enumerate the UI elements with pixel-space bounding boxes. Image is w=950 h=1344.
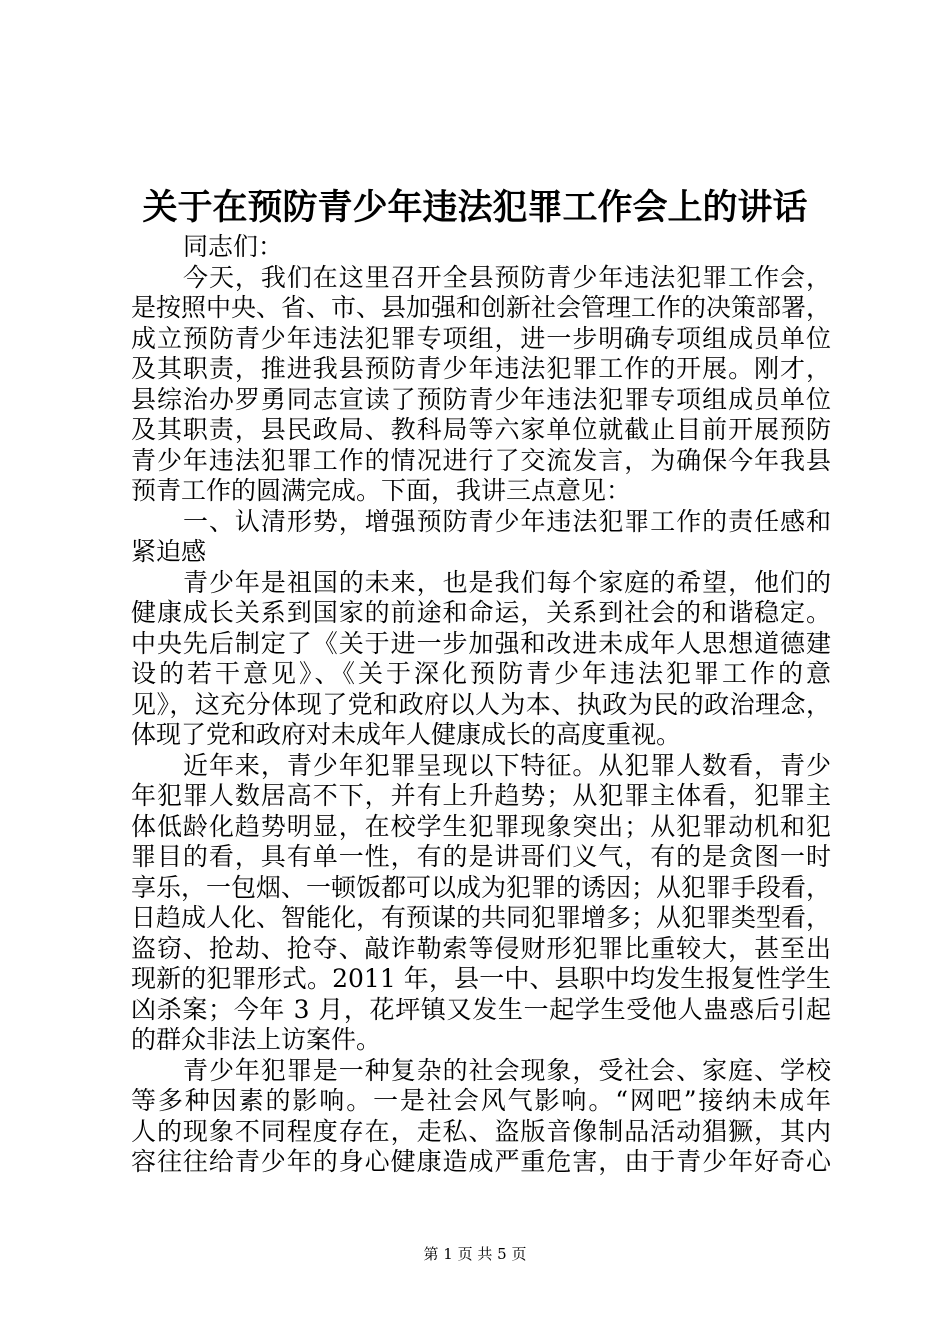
text-line: 现新的犯罪形式。2011 年，县一中、县职中均发生报复性学生 [131, 964, 831, 993]
page-footer: 第 1 页 共 5 页 [423, 1245, 527, 1263]
text-line: 日趋成人化、智能化，有预谋的共同犯罪增多；从犯罪类型看， [131, 903, 832, 932]
text-line: 见》，这充分体现了党和政府以人为本、执政为民的政治理念， [131, 689, 831, 719]
text-line: 中央先后制定了《关于进一步加强和改进未成年人思想道德建 [131, 628, 831, 658]
text-line: 罪目的看，具有单一性，有的是讲哥们义气，有的是贪图一时 [131, 842, 831, 871]
text-line: 同志们： [183, 232, 284, 261]
text-line: 今天，我们在这里召开全县预防青少年违法犯罪工作会， [183, 262, 831, 292]
text-line: 成立预防青少年违法犯罪专项组，进一步明确专项组成员单位 [131, 323, 831, 353]
text-line: 近年来，青少年犯罪呈现以下特征。从犯罪人数看，青少 [183, 750, 831, 780]
text-line: 预青工作的圆满完成。下面，我讲三点意见： [131, 476, 632, 505]
text-line: 容往往给青少年的身心健康造成严重危害，由于青少年好奇心 [131, 1147, 831, 1176]
text-line: 人的现象不同程度存在，走私、盗版音像制品活动猖獗，其内 [131, 1116, 831, 1146]
document-body [131, 232, 831, 1178]
text-line: 设的若干意见》、《关于深化预防青少年违法犯罪工作的意 [131, 659, 831, 688]
text-line: 盗窃、抢劫、抢夺、敲诈勒索等侵财形犯罪比重较大，甚至出 [131, 933, 831, 963]
document-title: 关于在预防青少年违法犯罪工作会上的讲话 [142, 187, 808, 228]
text-line: 凶杀案；今年 3 月，花坪镇又发生一起学生受他人蛊惑后引起 [131, 994, 831, 1024]
text-line: 及其职责，县民政局、教科局等六家单位就截止目前开展预防 [131, 415, 831, 444]
text-line: 是按照中央、省、市、县加强和创新社会管理工作的决策部署， [131, 293, 832, 322]
text-line: 青少年违法犯罪工作的情况进行了交流发言，为确保今年我县 [131, 445, 831, 475]
text-line: 青少年犯罪是一种复杂的社会现象，受社会、家庭、学校 [183, 1055, 831, 1085]
text-line: 健康成长关系到国家的前途和命运，关系到社会的和谐稳定。 [131, 598, 831, 627]
text-line: 县综治办罗勇同志宣读了预防青少年违法犯罪专项组成员单位 [131, 384, 831, 414]
text-line: 年犯罪人数居高不下，并有上升趋势；从犯罪主体看，犯罪主 [131, 781, 831, 810]
text-line: 等多种因素的影响。一是社会风气影响。“网吧”接纳未成年 [131, 1086, 831, 1115]
text-line: 一、认清形势，增强预防青少年违法犯罪工作的责任感和 [183, 506, 831, 536]
text-line: 及其职责，推进我县预防青少年违法犯罪工作的开展。刚才， [131, 354, 831, 383]
text-line: 享乐，一包烟、一顿饭都可以成为犯罪的诱因；从犯罪手段看， [131, 872, 832, 902]
text-line: 体低龄化趋势明显，在校学生犯罪现象突出；从犯罪动机和犯 [131, 811, 831, 841]
text-line: 紧迫感 [131, 537, 207, 566]
text-line: 青少年是祖国的未来，也是我们每个家庭的希望，他们的 [183, 567, 831, 597]
text-line: 的群众非法上访案件。 [131, 1025, 382, 1054]
text-line: 体现了党和政府对未成年人健康成长的高度重视。 [131, 720, 682, 749]
